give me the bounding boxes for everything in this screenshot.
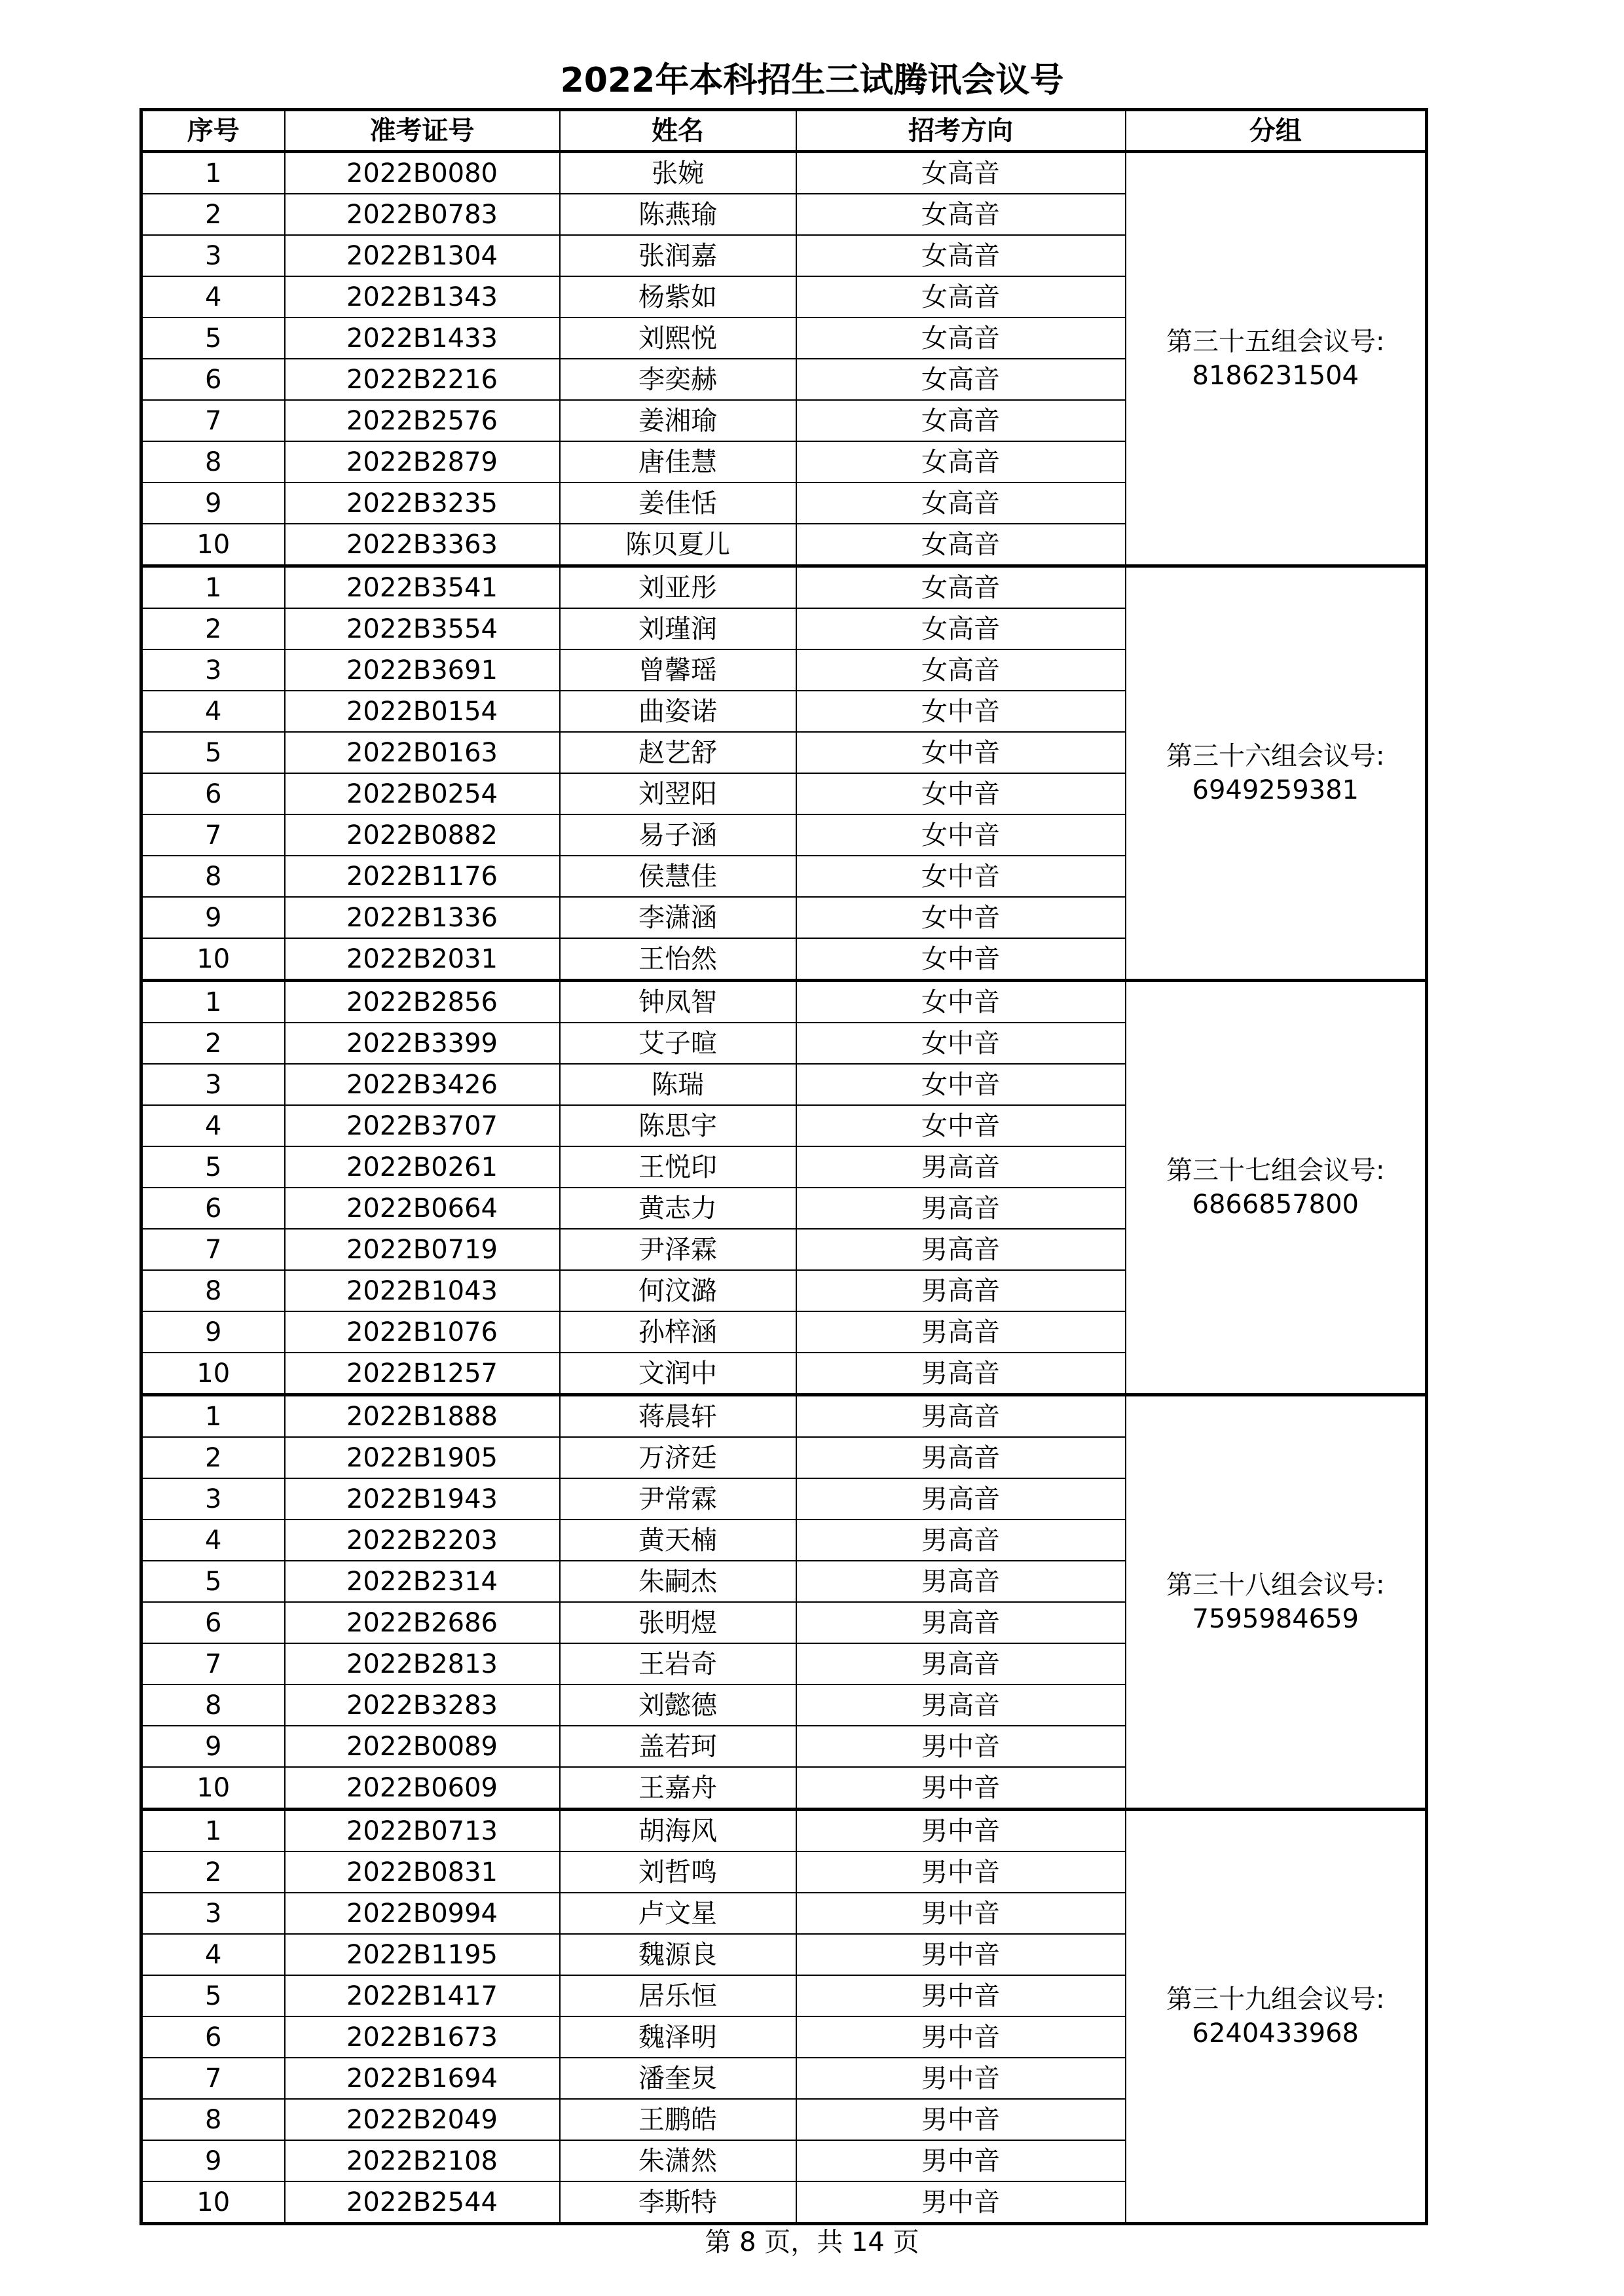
name-cell: 李潇涵: [560, 897, 796, 938]
exam-id-cell: 2022B1433: [285, 318, 560, 359]
exam-id-cell: 2022B0254: [285, 773, 560, 814]
name-cell: 王岩奇: [560, 1643, 796, 1685]
seq-cell: 4: [141, 691, 285, 732]
name-cell: 尹泽霖: [560, 1229, 796, 1270]
exam-id-cell: 2022B1076: [285, 1311, 560, 1353]
seq-cell: 6: [141, 2016, 285, 2058]
seq-cell: 1: [141, 566, 285, 609]
seq-cell: 4: [141, 1520, 285, 1561]
direction-cell: 男高音: [796, 1188, 1126, 1229]
name-cell: 陈瑞: [560, 1064, 796, 1105]
name-cell: 尹常霖: [560, 1478, 796, 1520]
exam-id-cell: 2022B2203: [285, 1520, 560, 1561]
exam-id-cell: 2022B2216: [285, 359, 560, 400]
name-cell: 王悦印: [560, 1146, 796, 1188]
name-cell: 李奕赫: [560, 359, 796, 400]
seq-cell: 8: [141, 1685, 285, 1726]
exam-id-cell: 2022B0664: [285, 1188, 560, 1229]
exam-id-cell: 2022B1673: [285, 2016, 560, 2058]
name-cell: 陈思宇: [560, 1105, 796, 1146]
direction-cell: 男高音: [796, 1229, 1126, 1270]
name-cell: 朱嗣杰: [560, 1561, 796, 1602]
name-cell: 钟凤智: [560, 981, 796, 1023]
exam-id-cell: 2022B0882: [285, 814, 560, 856]
direction-cell: 男中音: [796, 2140, 1126, 2181]
group-block: [141, 1810, 1427, 2224]
direction-cell: 女高音: [796, 318, 1126, 359]
direction-cell: 男高音: [796, 1146, 1126, 1188]
name-cell: 魏源良: [560, 1934, 796, 1975]
name-cell: 刘熙悦: [560, 318, 796, 359]
name-cell: 陈贝夏儿: [560, 524, 796, 566]
exam-id-cell: 2022B2879: [285, 441, 560, 483]
name-cell: 卢文星: [560, 1893, 796, 1934]
exam-id-cell: 2022B3363: [285, 524, 560, 566]
direction-cell: 男中音: [796, 1851, 1126, 1893]
seq-cell: 7: [141, 400, 285, 441]
exam-id-cell: 2022B1694: [285, 2058, 560, 2099]
name-cell: 张润嘉: [560, 235, 796, 276]
group-name: 第三十九组会议号:: [1166, 1984, 1385, 2014]
direction-cell: 女中音: [796, 856, 1126, 897]
exam-id-cell: 2022B2856: [285, 981, 560, 1023]
exam-id-cell: 2022B0080: [285, 152, 560, 194]
direction-cell: 女中音: [796, 981, 1126, 1023]
name-cell: 刘翌阳: [560, 773, 796, 814]
table-row: [141, 566, 1427, 609]
seq-cell: 8: [141, 2099, 285, 2140]
seq-cell: 6: [141, 359, 285, 400]
seq-cell: 10: [141, 938, 285, 981]
exam-id-cell: 2022B0609: [285, 1767, 560, 1810]
direction-cell: 女高音: [796, 194, 1126, 235]
seq-cell: 5: [141, 1146, 285, 1188]
seq-cell: 10: [141, 524, 285, 566]
meeting-table: [139, 108, 1428, 2225]
meeting-number: 6949259381: [1192, 775, 1359, 805]
exam-id-cell: 2022B0831: [285, 1851, 560, 1893]
name-cell: 张婉: [560, 152, 796, 194]
exam-id-cell: 2022B0154: [285, 691, 560, 732]
seq-cell: 5: [141, 1975, 285, 2016]
direction-cell: 女高音: [796, 441, 1126, 483]
exam-id-cell: 2022B0719: [285, 1229, 560, 1270]
direction-cell: 女中音: [796, 1064, 1126, 1105]
direction-cell: 女高音: [796, 276, 1126, 318]
name-cell: 孙梓涵: [560, 1311, 796, 1353]
name-cell: 杨紫如: [560, 276, 796, 318]
direction-cell: 女高音: [796, 483, 1126, 524]
direction-cell: 女高音: [796, 566, 1126, 609]
seq-cell: 9: [141, 1726, 285, 1767]
name-cell: 赵艺舒: [560, 732, 796, 773]
name-cell: 王鹏皓: [560, 2099, 796, 2140]
seq-cell: 9: [141, 897, 285, 938]
group-block: [141, 566, 1427, 981]
seq-cell: 2: [141, 1851, 285, 1893]
group-cell: [1126, 152, 1427, 566]
direction-cell: 男高音: [796, 1353, 1126, 1395]
seq-cell: 2: [141, 194, 285, 235]
direction-cell: 男高音: [796, 1311, 1126, 1353]
table-row: [141, 981, 1427, 1023]
seq-cell: 5: [141, 1561, 285, 1602]
name-cell: 胡海风: [560, 1810, 796, 1852]
seq-cell: 7: [141, 1229, 285, 1270]
exam-id-cell: 2022B2576: [285, 400, 560, 441]
name-cell: 盖若珂: [560, 1726, 796, 1767]
seq-cell: 1: [141, 1395, 285, 1438]
direction-cell: 女高音: [796, 235, 1126, 276]
seq-cell: 5: [141, 318, 285, 359]
seq-cell: 8: [141, 441, 285, 483]
exam-id-cell: 2022B1043: [285, 1270, 560, 1311]
exam-id-cell: 2022B2031: [285, 938, 560, 981]
direction-cell: 女中音: [796, 691, 1126, 732]
direction-cell: 男高音: [796, 1270, 1126, 1311]
seq-cell: 7: [141, 1643, 285, 1685]
name-cell: 居乐恒: [560, 1975, 796, 2016]
seq-cell: 6: [141, 1188, 285, 1229]
group-name: 第三十五组会议号:: [1166, 327, 1385, 357]
exam-id-cell: 2022B2108: [285, 2140, 560, 2181]
direction-cell: 女高音: [796, 359, 1126, 400]
exam-id-cell: 2022B3283: [285, 1685, 560, 1726]
group-cell: [1126, 1395, 1427, 1810]
seq-cell: 8: [141, 1270, 285, 1311]
direction-cell: 男高音: [796, 1478, 1126, 1520]
header-exam-id: 准考证号: [285, 110, 560, 152]
group-cell: [1126, 1810, 1427, 2224]
exam-id-cell: 2022B1343: [285, 276, 560, 318]
exam-id-cell: 2022B1905: [285, 1437, 560, 1478]
exam-id-cell: 2022B2314: [285, 1561, 560, 1602]
header-direction: 招考方向: [796, 110, 1126, 152]
name-cell: 张明煜: [560, 1602, 796, 1643]
exam-id-cell: 2022B1304: [285, 235, 560, 276]
name-cell: 唐佳慧: [560, 441, 796, 483]
direction-cell: 男中音: [796, 1767, 1126, 1810]
name-cell: 刘瑾润: [560, 608, 796, 649]
name-cell: 黄志力: [560, 1188, 796, 1229]
direction-cell: 男中音: [796, 1893, 1126, 1934]
name-cell: 何汶潞: [560, 1270, 796, 1311]
name-cell: 潘奎炅: [560, 2058, 796, 2099]
meeting-number: 7595984659: [1192, 1604, 1359, 1634]
seq-cell: 6: [141, 1602, 285, 1643]
exam-id-cell: 2022B2544: [285, 2181, 560, 2224]
name-cell: 易子涵: [560, 814, 796, 856]
name-cell: 侯慧佳: [560, 856, 796, 897]
direction-cell: 男高音: [796, 1395, 1126, 1438]
seq-cell: 10: [141, 2181, 285, 2224]
seq-cell: 3: [141, 1064, 285, 1105]
exam-id-cell: 2022B2049: [285, 2099, 560, 2140]
direction-cell: 男中音: [796, 2099, 1126, 2140]
name-cell: 陈燕瑜: [560, 194, 796, 235]
seq-cell: 4: [141, 1105, 285, 1146]
direction-cell: 男中音: [796, 1934, 1126, 1975]
table-row: [141, 1810, 1427, 1852]
seq-cell: 4: [141, 1934, 285, 1975]
seq-cell: 3: [141, 1893, 285, 1934]
name-cell: 万济廷: [560, 1437, 796, 1478]
direction-cell: 男中音: [796, 2016, 1126, 2058]
meeting-number: 6866857800: [1192, 1190, 1359, 1220]
name-cell: 黄天楠: [560, 1520, 796, 1561]
name-cell: 刘哲鸣: [560, 1851, 796, 1893]
group-block: [141, 981, 1427, 1395]
seq-cell: 3: [141, 649, 285, 691]
table-header: [141, 110, 1427, 152]
seq-cell: 10: [141, 1353, 285, 1395]
seq-cell: 2: [141, 1023, 285, 1064]
direction-cell: 男中音: [796, 1975, 1126, 2016]
name-cell: 王嘉舟: [560, 1767, 796, 1810]
direction-cell: 女中音: [796, 773, 1126, 814]
direction-cell: 女中音: [796, 938, 1126, 981]
group-name: 第三十七组会议号:: [1166, 1156, 1385, 1186]
seq-cell: 1: [141, 1810, 285, 1852]
name-cell: 曾馨瑶: [560, 649, 796, 691]
exam-id-cell: 2022B0713: [285, 1810, 560, 1852]
seq-cell: 9: [141, 483, 285, 524]
header-name: 姓名: [560, 110, 796, 152]
seq-cell: 3: [141, 235, 285, 276]
exam-id-cell: 2022B3691: [285, 649, 560, 691]
name-cell: 刘亚彤: [560, 566, 796, 609]
exam-id-cell: 2022B3707: [285, 1105, 560, 1146]
exam-id-cell: 2022B1943: [285, 1478, 560, 1520]
name-cell: 王怡然: [560, 938, 796, 981]
seq-cell: 5: [141, 732, 285, 773]
header-seq: 序号: [141, 110, 285, 152]
exam-id-cell: 2022B1417: [285, 1975, 560, 2016]
direction-cell: 男高音: [796, 1685, 1126, 1726]
table-row: [141, 1395, 1427, 1438]
direction-cell: 女高音: [796, 400, 1126, 441]
direction-cell: 男中音: [796, 2058, 1126, 2099]
name-cell: 姜湘瑜: [560, 400, 796, 441]
seq-cell: 4: [141, 276, 285, 318]
seq-cell: 2: [141, 1437, 285, 1478]
seq-cell: 1: [141, 152, 285, 194]
table-row: [141, 152, 1427, 194]
name-cell: 魏泽明: [560, 2016, 796, 2058]
exam-id-cell: 2022B3235: [285, 483, 560, 524]
seq-cell: 2: [141, 608, 285, 649]
group-name: 第三十八组会议号:: [1166, 1570, 1385, 1600]
exam-id-cell: 2022B1195: [285, 1934, 560, 1975]
exam-id-cell: 2022B2686: [285, 1602, 560, 1643]
direction-cell: 女中音: [796, 1023, 1126, 1064]
exam-id-cell: 2022B0994: [285, 1893, 560, 1934]
direction-cell: 女高音: [796, 649, 1126, 691]
group-block: [141, 152, 1427, 566]
seq-cell: 3: [141, 1478, 285, 1520]
direction-cell: 女高音: [796, 152, 1126, 194]
name-cell: 艾子暄: [560, 1023, 796, 1064]
seq-cell: 10: [141, 1767, 285, 1810]
exam-id-cell: 2022B3399: [285, 1023, 560, 1064]
group-cell: [1126, 981, 1427, 1395]
seq-cell: 6: [141, 773, 285, 814]
page-footer: 第 8 页，共 14 页: [705, 2227, 919, 2257]
exam-id-cell: 2022B0089: [285, 1726, 560, 1767]
direction-cell: 男中音: [796, 1726, 1126, 1767]
seq-cell: 7: [141, 814, 285, 856]
exam-id-cell: 2022B1888: [285, 1395, 560, 1438]
direction-cell: 男中音: [796, 2181, 1126, 2224]
name-cell: 文润中: [560, 1353, 796, 1395]
direction-cell: 女高音: [796, 524, 1126, 566]
name-cell: 姜佳恬: [560, 483, 796, 524]
meeting-number: 8186231504: [1192, 361, 1359, 391]
exam-id-cell: 2022B1176: [285, 856, 560, 897]
direction-cell: 男高音: [796, 1561, 1126, 1602]
meeting-number: 6240433968: [1192, 2018, 1359, 2049]
name-cell: 曲姿诺: [560, 691, 796, 732]
group-name: 第三十六组会议号:: [1166, 741, 1385, 771]
header-row: [141, 110, 1427, 152]
seq-cell: 1: [141, 981, 285, 1023]
direction-cell: 女中音: [796, 814, 1126, 856]
direction-cell: 男中音: [796, 1810, 1126, 1852]
exam-id-cell: 2022B2813: [285, 1643, 560, 1685]
direction-cell: 女中音: [796, 1105, 1126, 1146]
exam-id-cell: 2022B0261: [285, 1146, 560, 1188]
exam-id-cell: 2022B3541: [285, 566, 560, 609]
seq-cell: 7: [141, 2058, 285, 2099]
seq-cell: 9: [141, 1311, 285, 1353]
header-group: 分组: [1126, 110, 1427, 152]
direction-cell: 男高音: [796, 1520, 1126, 1561]
name-cell: 刘懿德: [560, 1685, 796, 1726]
group-block: [141, 1395, 1427, 1810]
exam-id-cell: 2022B0783: [285, 194, 560, 235]
exam-id-cell: 2022B1336: [285, 897, 560, 938]
exam-id-cell: 2022B3554: [285, 608, 560, 649]
direction-cell: 女中音: [796, 732, 1126, 773]
exam-id-cell: 2022B3426: [285, 1064, 560, 1105]
name-cell: 朱潇然: [560, 2140, 796, 2181]
direction-cell: 男高音: [796, 1437, 1126, 1478]
seq-cell: 9: [141, 2140, 285, 2181]
page-title: 2022年本科招生三试腾讯会议号: [560, 61, 1064, 100]
exam-id-cell: 2022B1257: [285, 1353, 560, 1395]
seq-cell: 8: [141, 856, 285, 897]
name-cell: 蒋晨轩: [560, 1395, 796, 1438]
direction-cell: 男高音: [796, 1602, 1126, 1643]
group-cell: [1126, 566, 1427, 981]
direction-cell: 女高音: [796, 608, 1126, 649]
direction-cell: 女中音: [796, 897, 1126, 938]
direction-cell: 男高音: [796, 1643, 1126, 1685]
exam-id-cell: 2022B0163: [285, 732, 560, 773]
name-cell: 李斯特: [560, 2181, 796, 2224]
